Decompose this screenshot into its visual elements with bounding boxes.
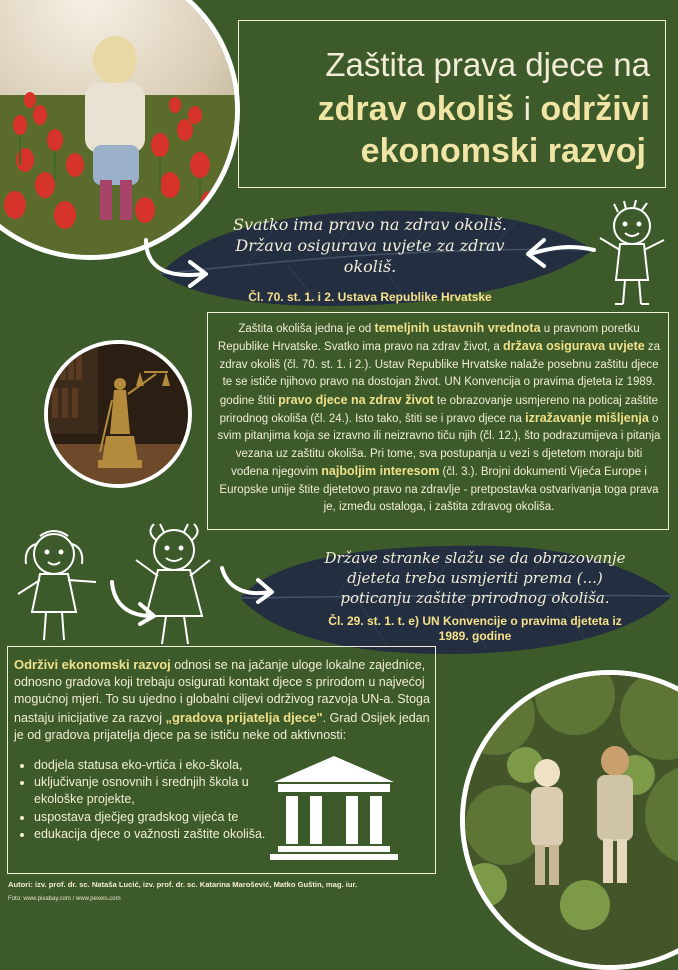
quote2-citation: Čl. 29. st. 1. t. e) UN Konvencije o pravima djeteta iz 1989. godine [328, 614, 622, 643]
main-highlight: pravo djece na zdrav život [278, 392, 434, 407]
lower-text-part: . Grad Osijek jedan je od gradova prijatelja djece pa se ističu neke od aktivnosti: [14, 710, 430, 742]
arrow-right-icon [218, 560, 278, 604]
lower-highlight: Održivi ekonomski razvoj [14, 657, 171, 672]
lower-text-part: odnosi se na jačanje uloge lokalne zajednice, odnosno gradova koji trebaju osigurati kontakt djece s prirodom u najvećoj mogućnoj mjeri. To su ujedno i globalni ciljevi održivog razvoja UN-a. Stoga nastaju inicijative za razvoj [14, 658, 430, 725]
title-zdrav-okolis: zdrav okoliš [317, 90, 515, 128]
lady-justice-photo [44, 340, 192, 488]
list-item: • uključivanje osnovnih i srednjih škola u ekološke projekte, [34, 774, 264, 808]
list-item: • dodjela statusa eko-vrtića i eko-škola, [34, 757, 334, 774]
main-text-part: te obrazovanje usmjereno na poticaj zaštite prirodnog okoliša (čl. 24.). Isto tako, štiti se i pravo djece na [219, 394, 659, 426]
quote2-text: Države stranke slažu se da obrazovanje djeteta treba usmjeriti prema (...) poticanju zaštite prirodnog okoliša. [324, 549, 626, 607]
page-title-line1: Zaštita prava djece na [325, 46, 650, 83]
main-text-part: u pravnom poretku Republike Hrvatske. Svatko ima pravo na zdrav život, a [217, 323, 640, 354]
main-text-part: Zaštita okoliša jedna je od [238, 323, 375, 335]
quote1-text: Svatko ima pravo na zdrav okoliš. Država osigurava uvjete za zdrav okoliš. [233, 215, 507, 276]
main-highlight: država osigurava uvjete [503, 339, 645, 354]
title-connector: i [523, 90, 531, 127]
photo-credit: Foto: www.pixabay.com / www.pexels.com [8, 896, 121, 902]
arrow-down-icon [104, 576, 164, 626]
main-highlight: izražavanje mišljenja [525, 411, 649, 426]
main-highlight: najboljim interesom [321, 464, 440, 479]
children-garden-photo [460, 670, 678, 970]
main-text-part: (čl. 3.). Brojni dokumenti Vijeća Europe i Europske unije štite djetetovo pravo na zdravlje - pretpostavka ostvarivanja toga prava je, između ostaloga, i zaštita zdravog okoliša. [219, 466, 659, 514]
authors-credit: Autori: izv. prof. dr. sc. Nataša Lucić, izv. prof. dr. sc. Katarina Marošević, Matko Guštin, mag. iur. [8, 880, 358, 889]
arrow-right-icon [140, 230, 220, 290]
main-paragraph [216, 320, 662, 516]
main-highlight: temeljnih ustavnih vrednota [374, 321, 541, 335]
arrow-left-icon [520, 230, 600, 274]
list-item: • edukacija djece o važnosti zaštite okoliša. [34, 826, 334, 843]
government-building-icon [264, 752, 404, 862]
child-drawing-icon [592, 200, 674, 310]
lower-paragraph [14, 656, 434, 744]
quote1-citation: Čl. 70. st. 1. i 2. Ustava Republike Hrvatske [248, 290, 492, 304]
list-item: • uspostava dječjeg gradskog vijeća te [34, 809, 334, 826]
page-title-line3: ekonomski razvoj [360, 132, 646, 170]
main-text-part: o svim pitanjima koja se izravno ili neizravno tiču njih (čl. 12.), što podrazumijeva i pitanja vezana uz zaštitu okoliša. Pri tome, sva postupanja u vezi s djetetom moraju biti vođena njegovim [217, 413, 661, 479]
title-odrzivi: održivi [540, 90, 650, 128]
main-text-part: za zdrav okoliš (čl. 70. st. 1. i 2.). Ustav Republike Hrvatske nalaže posebnu zaštitu djece te se ističe njihovo pravo na dostojan život. UN Konvencija o pravima djeteta iz 1989. godine štiti [219, 341, 661, 407]
lower-highlight: „gradova prijatelja djece" [165, 709, 323, 725]
page-title-line2 [270, 90, 650, 129]
